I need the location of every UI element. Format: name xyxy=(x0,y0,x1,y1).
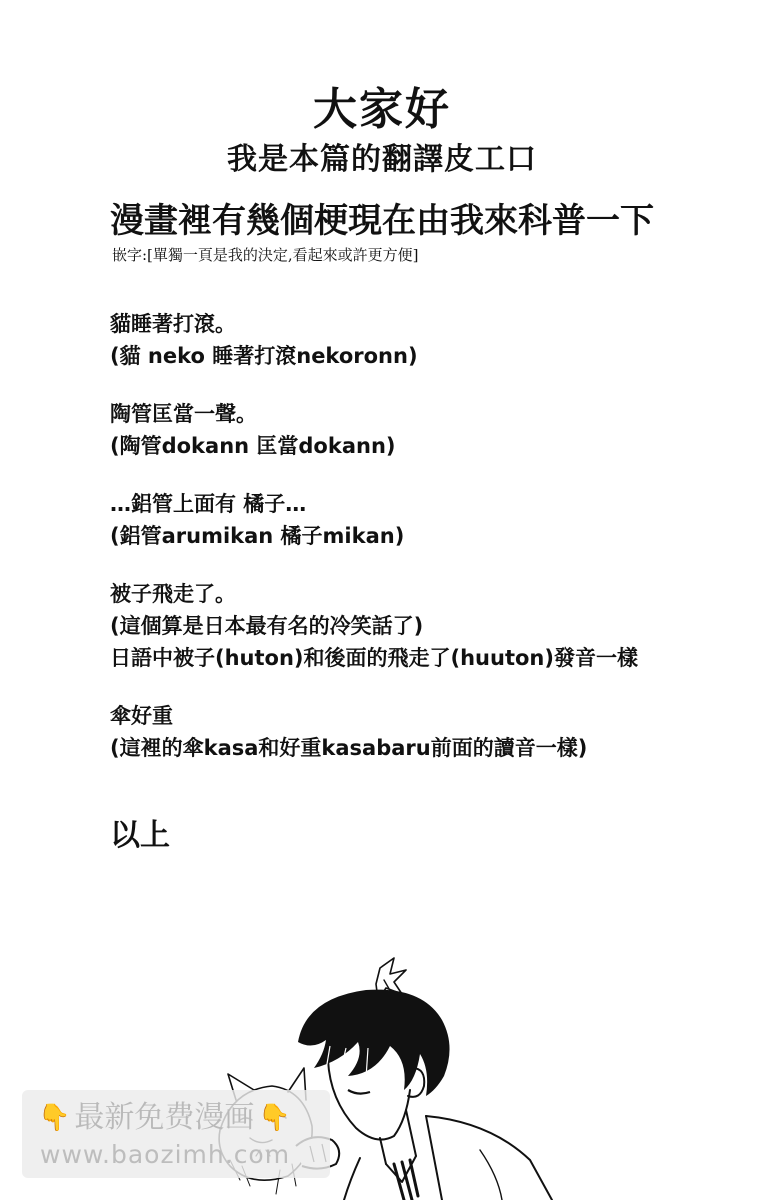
site-watermark xyxy=(22,1090,330,1178)
pun-entry-aluminum xyxy=(110,488,730,552)
pun-line: …鋁管上面有 橘子… xyxy=(110,492,307,516)
pun-entry-futon xyxy=(110,578,730,674)
pun-line: (這裡的傘kasa和好重kasabaru前面的讀音一樣) xyxy=(110,736,588,760)
pun-line: (這個算是日本最有名的冷笑話了) xyxy=(110,614,424,638)
watermark-banner xyxy=(38,1098,318,1138)
typesetting-note: 嵌字:[單獨一頁是我的決定,看起來或許更方便] xyxy=(112,246,419,264)
pun-line: 傘好重 xyxy=(110,704,173,728)
pun-line: 日語中被子(huton)和後面的飛走了(huuton)發音一樣 xyxy=(110,646,638,670)
pun-line: (鋁管arumikan 橘子mikan) xyxy=(110,524,405,548)
pun-list xyxy=(110,308,730,790)
watermark-url: www.baozimh.com xyxy=(40,1140,291,1169)
pun-line: 陶管匡當一聲。 xyxy=(110,402,257,426)
pun-entry-cat xyxy=(110,308,730,372)
page-title: 大家好 xyxy=(313,84,451,135)
pun-line: 貓睡著打滾。 xyxy=(110,312,236,336)
pointing-hand-icon: 👇 xyxy=(38,1103,71,1133)
pun-line: (貓 neko 睡著打滾nekoronn) xyxy=(110,344,418,368)
pun-entry-umbrella xyxy=(110,700,730,764)
pun-line: (陶管dokann 匡當dokann) xyxy=(110,434,396,458)
closing-text: 以上 xyxy=(110,818,170,853)
page-subtitle: 我是本篇的翻譯皮工口 xyxy=(227,142,537,177)
pun-line: 被子飛走了。 xyxy=(110,582,236,606)
intro-heading: 漫畫裡有幾個梗現在由我來科普一下 xyxy=(110,201,654,241)
watermark-text: 最新免费漫画 xyxy=(74,1100,255,1135)
pointing-hand-icon: 👇 xyxy=(258,1103,291,1133)
pun-entry-pipe xyxy=(110,398,730,462)
